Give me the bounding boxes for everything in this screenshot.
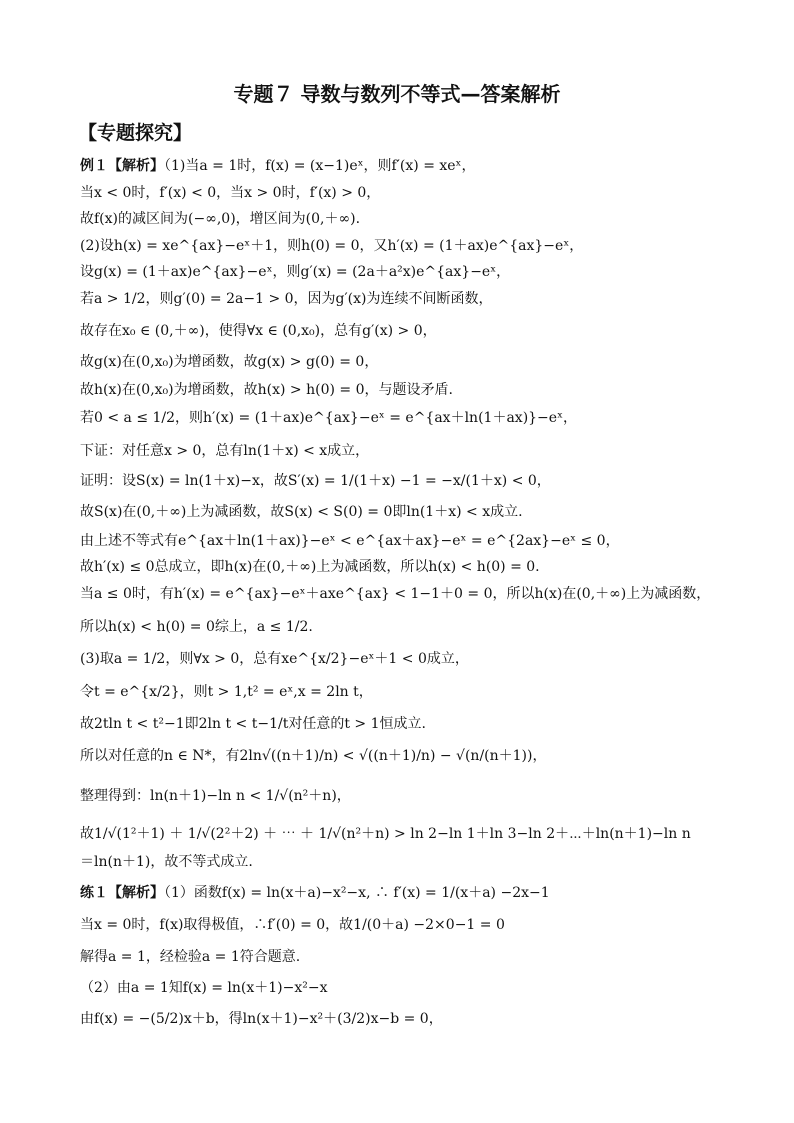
line-text: (2)设h(x) = xe^{ax}−eˣ＋1，则h(0) = 0，又h′(x) = (1＋ax)e^{ax}−eˣ， (80, 238, 584, 254)
text-line (80, 184, 740, 202)
exercise-label: 例１【解析】 (80, 158, 164, 174)
line-text: 所以h(x) < h(0) = 0综上，a ≤ 1/2. (80, 619, 313, 635)
section-heading: 【专题探究】 (78, 122, 193, 144)
line-text: 由f(x) = −(5/2)x＋b，得ln(x＋1)−x²＋(3/2)x−b = 0， (80, 1011, 443, 1027)
text-line (80, 503, 740, 521)
line-text: 故1/√(1²＋1) ＋ 1/√(2²＋2) ＋ ⋯ ＋ 1/√(n²＋n) > ln 2−ln 1＋ln 3−ln 2＋⋯＋ln(n＋1)−ln n (80, 826, 691, 842)
line-text: 故h′(x) ≤ 0总成立，即h(x)在(0,＋∞)上为减函数，所以h(x) < h(0) = 0. (80, 559, 540, 575)
text-line (80, 916, 740, 934)
text-line (80, 558, 740, 576)
line-text: 整理得到：ln(n＋1)−ln n < 1/√(n²＋n)， (80, 788, 351, 804)
text-line (80, 650, 740, 668)
text-line (80, 210, 740, 228)
line-text: 下证：对任意x > 0，总有ln(1＋x) < x成立， (80, 443, 370, 459)
text-line (80, 472, 740, 490)
line-text: 解得a = 1，经检验a = 1符合题意. (80, 949, 301, 965)
text-line (80, 353, 740, 371)
line-text: 故2tln t < t²−1即2ln t < t−1/t对任意的t > 1恒成立. (80, 716, 426, 732)
line-text: 故h(x)在(0,x₀)为增函数，故h(x) > h(0) = 0，与题设矛盾. (80, 382, 453, 398)
text-line (80, 715, 740, 733)
exercise-label: 练１【解析】 (80, 885, 164, 901)
line-text: 若a > 1/2，则g′(0) = 2a−1 > 0，因为g′(x)为连续不间断函数， (80, 291, 493, 307)
text-line (80, 979, 740, 997)
line-text: 故S(x)在(0,＋∞)上为减函数，故S(x) < S(0) = 0即ln(1＋x) < x成立. (80, 504, 523, 520)
line-text: 证明：设S(x) = ln(1＋x)−x，故S′(x) = 1/(1＋x) −1 = −x/(1＋x) < 0， (80, 473, 551, 489)
line-text: 当a ≤ 0时，有h′(x) = e^{ax}−eˣ＋axe^{ax} < 1−1＋0 = 0，所以h(x)在(0,＋∞)上为减函数， (80, 586, 711, 602)
text-line (80, 585, 740, 603)
line-text: 当x = 0时，f(x)取得极值，∴f′(0) = 0，故1/(0＋a) −2×0−1 = 0 (80, 917, 505, 933)
text-line (80, 409, 740, 427)
line-text: 由上述不等式有e^{ax＋ln(1＋ax)}−eˣ < e^{ax＋ax}−eˣ = e^{2ax}−eˣ ≤ 0， (80, 533, 620, 549)
text-line (80, 618, 740, 636)
line-text: 若0 < a ≤ 1/2，则h′(x) = (1＋ax)e^{ax}−eˣ = e^{ax＋ln(1＋ax)}−eˣ， (80, 410, 578, 426)
line-text: 设g(x) = (1＋ax)e^{ax}−eˣ，则g′(x) = (2a＋a²x)e^{ax}−eˣ， (80, 264, 511, 280)
line-text: 当x < 0时，f′(x) < 0，当x > 0时，f′(x) > 0， (80, 185, 381, 201)
line-text: 故f(x)的减区间为(−∞,0)，增区间为(0,＋∞). (80, 211, 361, 227)
line-text: 令t = e^{x/2}，则t > 1,t² = eˣ,x = 2ln t， (80, 684, 373, 700)
line-text: （1)当a = 1时，f(x) = (x−1)eˣ，则f′(x) = xeˣ， (164, 158, 476, 174)
text-line (80, 290, 740, 308)
text-line (80, 825, 740, 843)
line-text: ＝ln(n＋1)，故不等式成立. (80, 854, 253, 870)
text-line (80, 157, 740, 175)
page-title: 专题７ 导数与数列不等式—答案解析 (233, 82, 561, 106)
line-text: （2）由a = 1知f(x) = ln(x＋1)−x²−x (80, 980, 328, 996)
line-text: (3)取a = 1/2，则∀x > 0，总有xe^{x/2}−eˣ＋1 < 0成立， (80, 651, 469, 667)
text-line (80, 948, 740, 966)
line-text: （1）函数f(x) = ln(x＋a)−x²−x, ∴ f′(x) = 1/(x＋a) −2x−1 (164, 885, 550, 901)
text-line (80, 787, 740, 805)
text-line (80, 747, 740, 765)
text-line (80, 884, 740, 902)
text-line (80, 322, 740, 340)
text-line (80, 442, 740, 460)
text-line (80, 853, 740, 871)
line-text: 所以对任意的n ∈ N*，有2ln√((n＋1)/n) < √((n＋1)/n) − √(n/(n＋1))， (80, 748, 547, 764)
text-line (80, 381, 740, 399)
text-line (80, 237, 740, 255)
line-text: 故g(x)在(0,x₀)为增函数，故g(x) > g(0) = 0， (80, 354, 379, 370)
text-line (80, 1010, 740, 1028)
text-line (80, 263, 740, 281)
line-text: 故存在x₀ ∈ (0,＋∞)，使得∀x ∈ (0,x₀)，总有g′(x) > 0， (80, 323, 437, 339)
text-line (80, 532, 740, 550)
text-line (80, 683, 740, 701)
